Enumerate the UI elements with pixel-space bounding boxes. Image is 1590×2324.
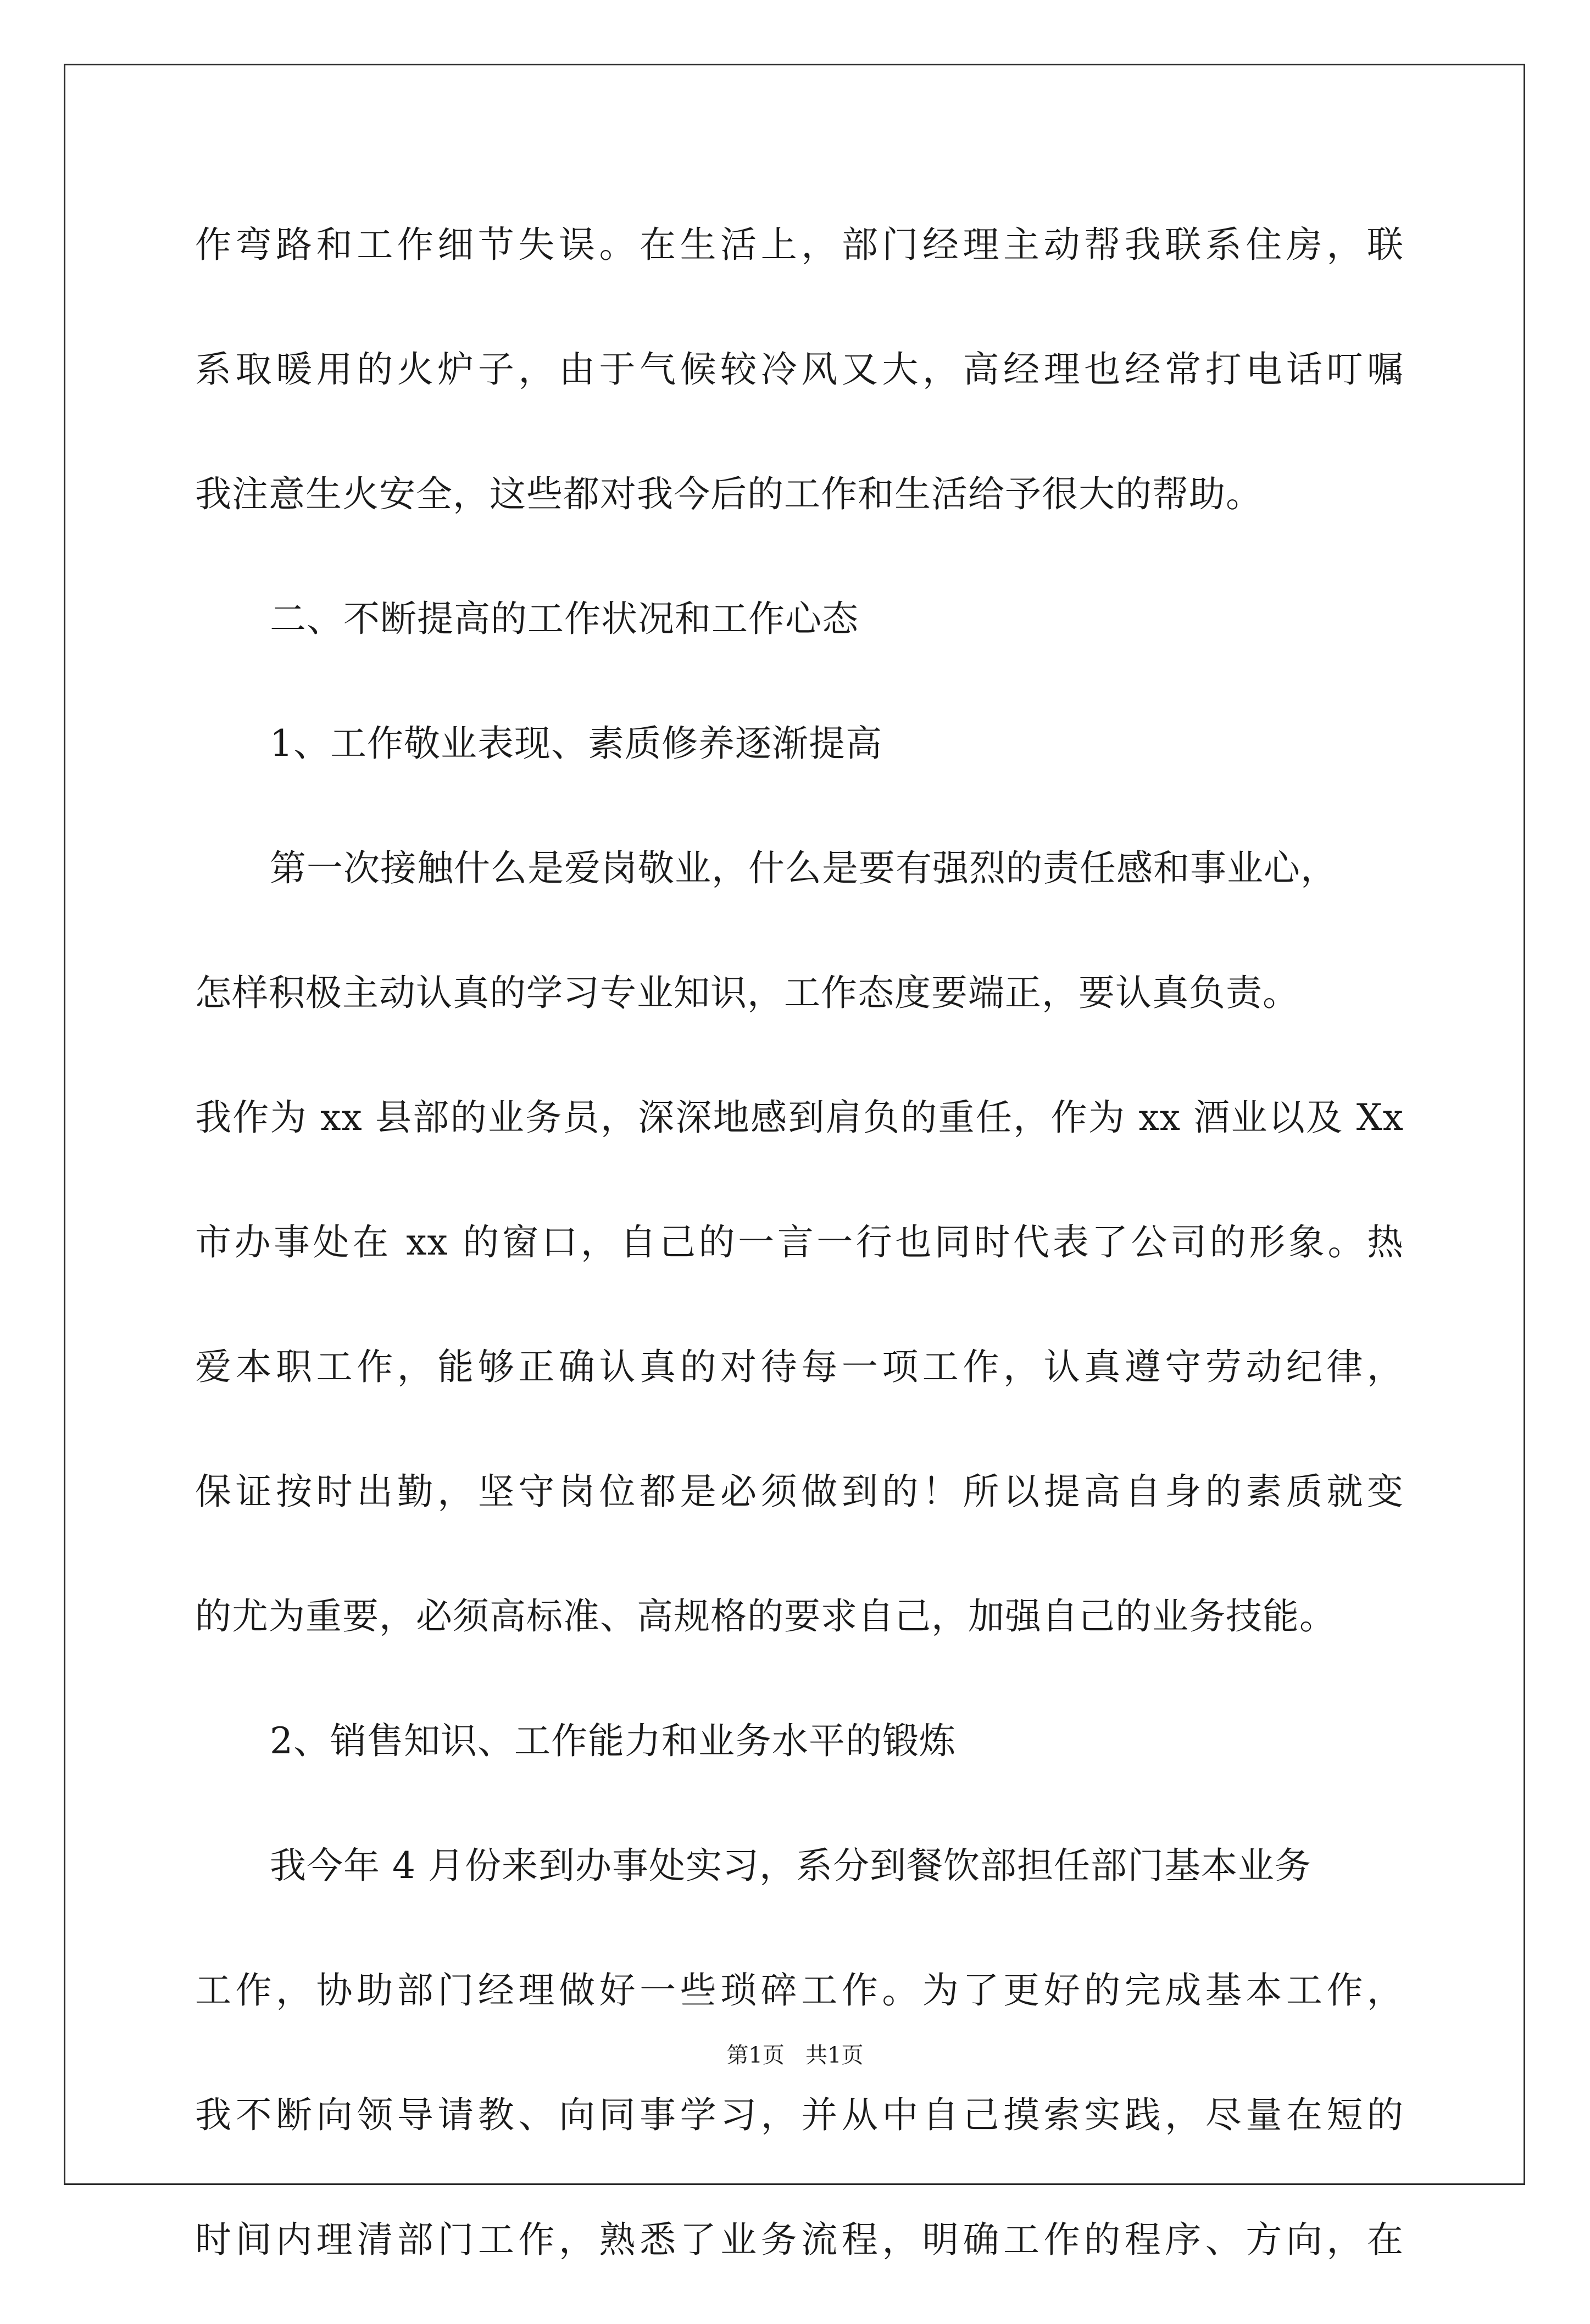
subsection-heading: 1、工作敬业表现、素质修养逐渐提高 — [270, 722, 882, 765]
subsection-heading: 2、销售知识、工作能力和业务水平的锻炼 — [270, 1720, 956, 1762]
text-line: 我注意生火安全，这些都对我今后的工作和生活给予很大的帮助。 — [195, 473, 1263, 515]
text-line: 工作，协助部门经理做好一些琐碎工作。为了更好的完成基本工作， — [195, 1969, 1404, 2011]
text-line: 我不断向领导请教、向同事学习，并从中自己摸索实践，尽量在短的 — [195, 2094, 1404, 2136]
text-line: 保证按时出勤，坚守岗位都是必须做到的！所以提高自身的素质就变 — [195, 1470, 1404, 1513]
text-line: 的尤为重要，必须高标准、高规格的要求自己，加强自己的业务技能。 — [195, 1595, 1336, 1637]
section-heading: 二、不断提高的工作状况和工作心态 — [270, 598, 859, 640]
text-line: 怎样积极主动认真的学习专业知识，工作态度要端正，要认真负责。 — [195, 972, 1299, 1014]
text-line: 时间内理清部门工作，熟悉了业务流程，明确工作的程序、方向，在 — [195, 2219, 1404, 2261]
text-line: 作弯路和工作细节失误。在生活上，部门经理主动帮我联系住房，联 — [195, 224, 1404, 266]
text-line: 我今年 4 月份来到办事处实习，系分到餐饮部担任部门基本业务 — [270, 1844, 1311, 1887]
page-number-footer: 第1页 共1页 — [726, 2043, 864, 2068]
document-body — [195, 204, 1404, 2324]
text-line: 系取暖用的火炉子，由于气候较冷风又大，高经理也经常打电话叮嘱 — [195, 348, 1404, 391]
text-line: 爱本职工作，能够正确认真的对待每一项工作，认真遵守劳动纪律， — [195, 1346, 1404, 1388]
text-line: 第一次接触什么是爱岗敬业，什么是要有强烈的责任感和事业心， — [270, 847, 1337, 889]
text-line: 我作为 xx 县部的业务员，深深地感到肩负的重任，作为 xx 酒业以及 Xx — [195, 1096, 1404, 1139]
text-line: 市办事处在 xx 的窗口，自己的一言一行也同时代表了公司的形象。热 — [195, 1221, 1404, 1263]
